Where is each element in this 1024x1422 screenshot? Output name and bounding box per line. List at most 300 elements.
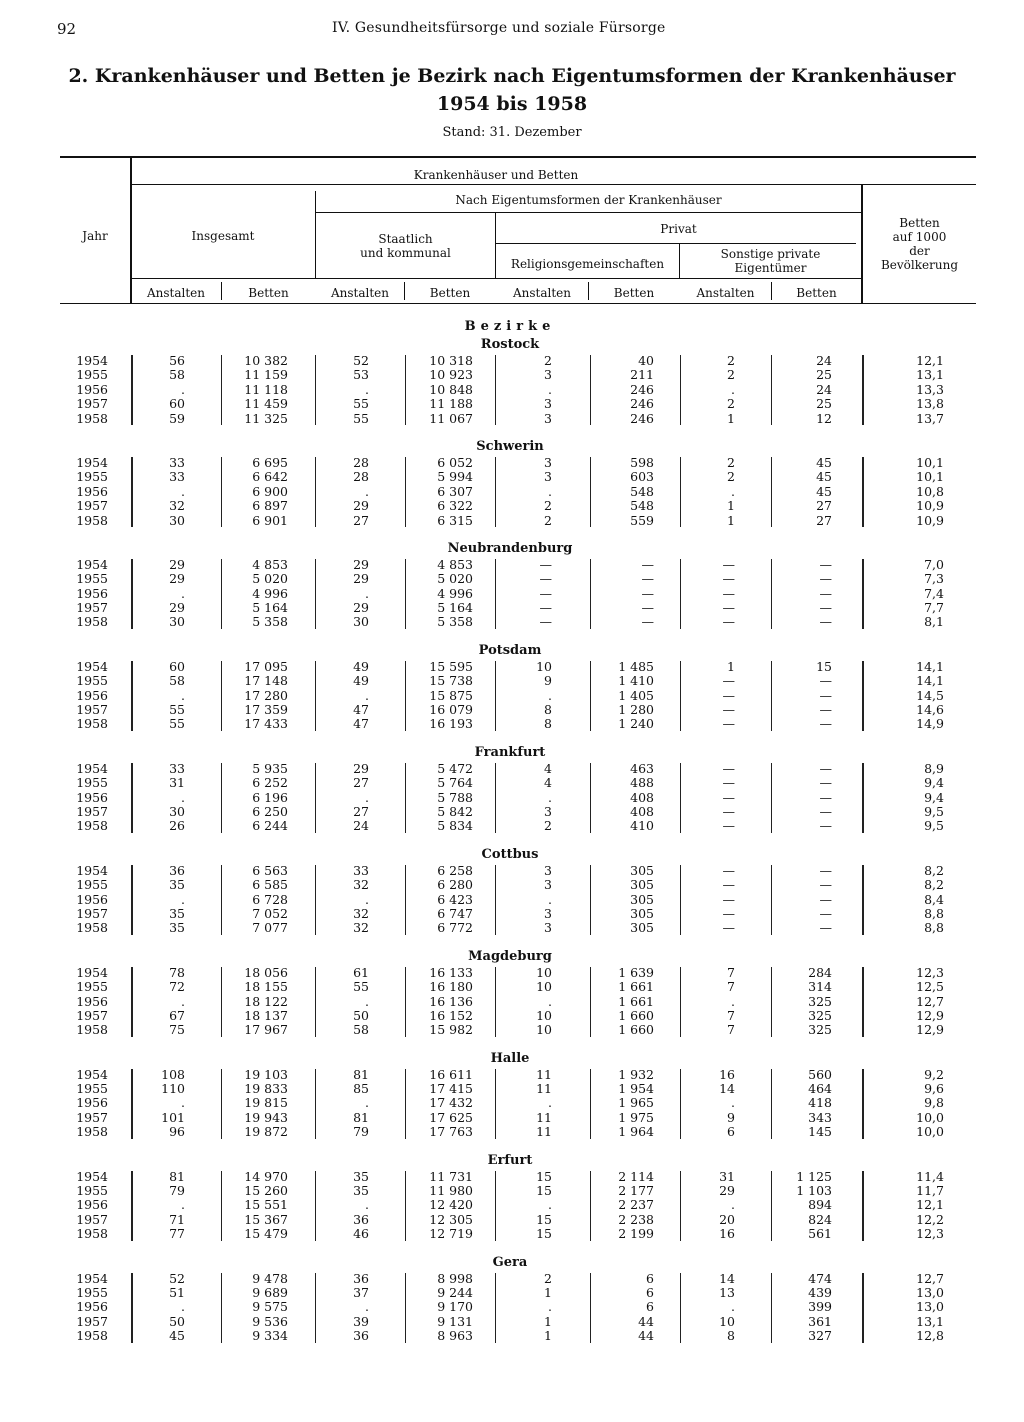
- table-row: [0, 689, 1024, 703]
- cell-sonstige-betten: 439: [808, 1284, 832, 1300]
- cell-religion-betten: 246: [630, 381, 654, 397]
- cell-staatlich-anstalten: 85: [353, 1081, 369, 1097]
- cell-religion-anstalten: 11: [536, 1081, 552, 1097]
- cell-staatlich-anstalten: 32: [353, 920, 369, 936]
- cell-staatlich-anstalten: 35: [353, 1168, 369, 1184]
- cell-insgesamt-anstalten: 33: [169, 469, 185, 485]
- cell-betten-je-1000: 9,4: [924, 789, 944, 805]
- cell-jahr: 1954: [76, 964, 108, 980]
- cell-insgesamt-anstalten: 30: [169, 803, 185, 819]
- cell-staatlich-anstalten: 79: [353, 1124, 369, 1140]
- column-rule: [771, 865, 772, 935]
- cell-jahr: 1954: [76, 1270, 108, 1286]
- column-rule: [315, 661, 316, 731]
- cell-insgesamt-betten: 17 433: [244, 716, 288, 732]
- cell-staatlich-anstalten: 46: [353, 1226, 369, 1242]
- column-rule: [405, 559, 406, 629]
- cell-religion-anstalten: 2: [544, 512, 552, 528]
- cell-jahr: 1958: [76, 1328, 108, 1344]
- cell-religion-anstalten: 3: [544, 803, 552, 819]
- cell-staatlich-anstalten: 55: [353, 410, 369, 426]
- header-rule-privat: [496, 243, 856, 244]
- cell-religion-anstalten: .: [548, 1095, 552, 1111]
- cell-jahr: 1957: [76, 1007, 108, 1023]
- cell-insgesamt-betten: 9 334: [252, 1328, 288, 1344]
- cell-staatlich-anstalten: 47: [353, 702, 369, 718]
- header-sonstige: Sonstige private Eigentümer: [720, 247, 821, 275]
- cell-insgesamt-anstalten: 101: [161, 1109, 185, 1125]
- header-staatlich-betten: Betten: [429, 286, 471, 300]
- cell-religion-betten: 598: [630, 454, 654, 470]
- bezirk-rows: [0, 762, 1024, 834]
- column-rule: [131, 559, 133, 629]
- cell-staatlich-anstalten: 24: [353, 818, 369, 834]
- cell-sonstige-betten: —: [819, 702, 832, 718]
- cell-insgesamt-anstalten: 26: [169, 818, 185, 834]
- column-rule: [680, 1069, 681, 1139]
- cell-sonstige-betten: 25: [816, 396, 832, 412]
- cell-religion-betten: —: [641, 585, 654, 601]
- cell-religion-anstalten: —: [539, 600, 552, 616]
- cell-sonstige-anstalten: 7: [727, 1022, 735, 1038]
- cell-religion-anstalten: 9: [544, 673, 552, 689]
- cell-insgesamt-anstalten: 110: [161, 1081, 185, 1097]
- cell-sonstige-anstalten: .: [731, 381, 735, 397]
- column-rule: [771, 355, 772, 425]
- column-rule: [221, 967, 222, 1037]
- cell-insgesamt-anstalten: 81: [169, 1168, 185, 1184]
- cell-sonstige-anstalten: —: [722, 716, 735, 732]
- cell-betten-je-1000: 9,2: [924, 1066, 944, 1082]
- cell-sonstige-anstalten: .: [731, 1299, 735, 1315]
- bezirk-section: [0, 438, 1024, 540]
- cell-insgesamt-anstalten: .: [181, 585, 185, 601]
- cell-betten-je-1000: 9,5: [924, 818, 944, 834]
- cell-religion-betten: 246: [630, 410, 654, 426]
- column-rule: [680, 661, 681, 731]
- cell-sonstige-betten: 561: [808, 1226, 832, 1242]
- cell-betten-je-1000: 13,7: [916, 410, 944, 426]
- cell-staatlich-betten: 17 415: [429, 1081, 473, 1097]
- cell-insgesamt-betten: 18 122: [244, 993, 288, 1009]
- cell-sonstige-betten: 314: [808, 979, 832, 995]
- cell-religion-betten: 1 661: [618, 979, 654, 995]
- cell-sonstige-betten: 24: [816, 353, 832, 368]
- cell-jahr: 1958: [76, 1022, 108, 1038]
- cell-insgesamt-betten: 4 996: [252, 585, 288, 601]
- cell-staatlich-anstalten: 27: [353, 775, 369, 791]
- column-rule: [315, 355, 316, 425]
- column-rule: [590, 1171, 591, 1241]
- bezirk-rows: [0, 1272, 1024, 1344]
- table-row: [0, 456, 1024, 470]
- cell-betten-je-1000: 8,1: [924, 614, 944, 630]
- column-rule: [495, 457, 496, 527]
- cell-staatlich-anstalten: 47: [353, 716, 369, 732]
- cell-insgesamt-anstalten: 56: [169, 353, 185, 368]
- cell-sonstige-anstalten: 16: [719, 1066, 735, 1082]
- cell-religion-betten: 2 237: [618, 1197, 654, 1213]
- cell-staatlich-betten: 15 738: [429, 673, 473, 689]
- column-rule: [590, 763, 591, 833]
- cell-jahr: 1954: [76, 658, 108, 674]
- cell-sonstige-betten: 145: [808, 1124, 832, 1140]
- table-row: [0, 412, 1024, 426]
- cell-jahr: 1958: [76, 920, 108, 936]
- column-rule: [771, 1171, 772, 1241]
- cell-jahr: 1957: [76, 600, 108, 616]
- cell-jahr: 1954: [76, 1168, 108, 1184]
- cell-religion-anstalten: 10: [536, 964, 552, 980]
- header-rule-nach: [315, 212, 861, 213]
- column-rule: [495, 355, 496, 425]
- cell-sonstige-anstalten: 7: [727, 964, 735, 980]
- table-row: [0, 1111, 1024, 1125]
- cell-staatlich-anstalten: .: [365, 381, 369, 397]
- cell-insgesamt-betten: 7 052: [252, 905, 288, 921]
- header-rule-sub: [131, 278, 861, 279]
- bezirk-rows: [0, 1068, 1024, 1140]
- cell-insgesamt-betten: 5 935: [252, 760, 288, 776]
- cell-religion-betten: 305: [630, 862, 654, 878]
- cell-staatlich-betten: 11 067: [429, 410, 473, 426]
- cell-staatlich-betten: 6 423: [437, 891, 473, 907]
- column-rule: [590, 457, 591, 527]
- cell-sonstige-betten: 894: [808, 1197, 832, 1213]
- column-rule: [862, 661, 864, 731]
- cell-religion-betten: 1 639: [618, 964, 654, 980]
- cell-sonstige-anstalten: 2: [727, 367, 735, 383]
- cell-jahr: 1956: [76, 687, 108, 703]
- cell-insgesamt-betten: 6 252: [252, 775, 288, 791]
- column-rule: [495, 865, 496, 935]
- column-rule: [405, 661, 406, 731]
- cell-sonstige-anstalten: —: [722, 818, 735, 834]
- cell-betten-je-1000: 10,9: [916, 498, 944, 514]
- cell-betten-je-1000: 8,8: [924, 905, 944, 921]
- cell-religion-anstalten: 3: [544, 367, 552, 383]
- cell-religion-betten: 2 199: [618, 1226, 654, 1242]
- cell-betten-je-1000: 12,8: [916, 1328, 944, 1344]
- cell-religion-anstalten: 3: [544, 410, 552, 426]
- cell-sonstige-betten: 25: [816, 367, 832, 383]
- cell-insgesamt-betten: 15 260: [244, 1183, 288, 1199]
- cell-religion-anstalten: .: [548, 1299, 552, 1315]
- column-rule: [771, 763, 772, 833]
- column-rule: [862, 355, 864, 425]
- table-row: [0, 397, 1024, 411]
- cell-religion-anstalten: 11: [536, 1124, 552, 1140]
- cell-sonstige-betten: 27: [816, 498, 832, 514]
- cell-jahr: 1958: [76, 716, 108, 732]
- cell-insgesamt-betten: 6 563: [252, 862, 288, 878]
- cell-sonstige-anstalten: 13: [719, 1284, 735, 1300]
- cell-religion-betten: 1 485: [618, 658, 654, 674]
- cell-religion-anstalten: 15: [536, 1183, 552, 1199]
- column-rule: [862, 457, 864, 527]
- cell-jahr: 1954: [76, 353, 108, 368]
- table-row: [0, 514, 1024, 528]
- bezirk-name: Cottbus: [481, 846, 539, 862]
- cell-staatlich-betten: 6 052: [437, 454, 473, 470]
- cell-betten-je-1000: 12,3: [916, 964, 944, 980]
- cell-staatlich-anstalten: .: [365, 687, 369, 703]
- cell-staatlich-anstalten: 39: [353, 1313, 369, 1329]
- cell-staatlich-anstalten: 55: [353, 979, 369, 995]
- cell-insgesamt-betten: 6 250: [252, 803, 288, 819]
- cell-jahr: 1954: [76, 1066, 108, 1082]
- cell-staatlich-anstalten: .: [365, 1095, 369, 1111]
- column-rule: [315, 865, 316, 935]
- bezirk-rows: [0, 558, 1024, 630]
- section-gap: [0, 630, 1024, 642]
- cell-staatlich-anstalten: 30: [353, 614, 369, 630]
- cell-religion-betten: 408: [630, 789, 654, 805]
- table-row: [0, 601, 1024, 615]
- cell-betten-je-1000: 10,0: [916, 1124, 944, 1140]
- cell-religion-anstalten: 15: [536, 1211, 552, 1227]
- cell-religion-anstalten: 2: [544, 818, 552, 834]
- header-bottom-rule: [60, 303, 976, 304]
- cell-staatlich-betten: 16 152: [429, 1007, 473, 1023]
- table-row: [0, 1125, 1024, 1139]
- cell-jahr: 1957: [76, 498, 108, 514]
- cell-sonstige-anstalten: 2: [727, 469, 735, 485]
- cell-sonstige-anstalten: —: [722, 614, 735, 630]
- cell-jahr: 1957: [76, 396, 108, 412]
- cell-jahr: 1956: [76, 789, 108, 805]
- header-insgesamt-anstalten: Anstalten: [146, 286, 206, 300]
- cell-religion-anstalten: 3: [544, 454, 552, 470]
- cell-sonstige-anstalten: —: [722, 789, 735, 805]
- cell-staatlich-anstalten: 28: [353, 469, 369, 485]
- cell-insgesamt-betten: 6 901: [252, 512, 288, 528]
- cell-religion-anstalten: 11: [536, 1066, 552, 1082]
- bezirk-name: Magdeburg: [468, 948, 552, 964]
- cell-staatlich-betten: 16 136: [429, 993, 473, 1009]
- cell-jahr: 1956: [76, 585, 108, 601]
- cell-religion-betten: 305: [630, 905, 654, 921]
- cell-insgesamt-anstalten: 77: [169, 1226, 185, 1242]
- column-rule: [680, 355, 681, 425]
- cell-religion-betten: 548: [630, 498, 654, 514]
- cell-sonstige-anstalten: —: [722, 585, 735, 601]
- column-rule: [221, 865, 222, 935]
- cell-sonstige-betten: —: [819, 673, 832, 689]
- cell-staatlich-betten: 16 180: [429, 979, 473, 995]
- cell-insgesamt-anstalten: 35: [169, 905, 185, 921]
- column-rule: [680, 1171, 681, 1241]
- cell-jahr: 1958: [76, 818, 108, 834]
- header-religion-betten: Betten: [613, 286, 655, 300]
- cell-betten-je-1000: 13,3: [916, 381, 944, 397]
- cell-betten-je-1000: 13,0: [916, 1299, 944, 1315]
- section-gap: [0, 936, 1024, 948]
- cell-sonstige-anstalten: —: [722, 556, 735, 572]
- cell-insgesamt-betten: 7 077: [252, 920, 288, 936]
- cell-insgesamt-betten: 6 585: [252, 877, 288, 893]
- table-row: [0, 1227, 1024, 1241]
- cell-insgesamt-anstalten: 55: [169, 716, 185, 732]
- cell-insgesamt-anstalten: .: [181, 891, 185, 907]
- cell-religion-anstalten: .: [548, 993, 552, 1009]
- cell-sonstige-betten: —: [819, 862, 832, 878]
- column-rule: [590, 355, 591, 425]
- cell-religion-anstalten: .: [548, 789, 552, 805]
- table-row: [0, 1184, 1024, 1198]
- cell-sonstige-anstalten: 2: [727, 454, 735, 470]
- table-row: [0, 615, 1024, 629]
- bezirk-name: Erfurt: [487, 1152, 533, 1168]
- cell-sonstige-betten: —: [819, 803, 832, 819]
- cell-betten-je-1000: 14,5: [916, 687, 944, 703]
- cell-insgesamt-betten: 9 536: [252, 1313, 288, 1329]
- cell-insgesamt-betten: 19 103: [244, 1066, 288, 1082]
- section-gap: [0, 528, 1024, 540]
- cell-religion-anstalten: 11: [536, 1109, 552, 1125]
- table-row: [0, 1068, 1024, 1082]
- cell-jahr: 1958: [76, 410, 108, 426]
- column-rule: [495, 559, 496, 629]
- column-rule: [315, 559, 316, 629]
- cell-sonstige-betten: —: [819, 775, 832, 791]
- cell-staatlich-betten: 4 853: [437, 556, 473, 572]
- cell-insgesamt-betten: 6 897: [252, 498, 288, 514]
- cell-sonstige-anstalten: —: [722, 905, 735, 921]
- cell-jahr: 1955: [76, 1284, 108, 1300]
- table-row: [0, 791, 1024, 805]
- cell-betten-je-1000: 13,8: [916, 396, 944, 412]
- cell-religion-anstalten: .: [548, 1197, 552, 1213]
- table-row: [0, 1023, 1024, 1037]
- cell-jahr: 1954: [76, 454, 108, 470]
- column-rule: [221, 1273, 222, 1343]
- cell-insgesamt-anstalten: 78: [169, 964, 185, 980]
- cell-jahr: 1958: [76, 1226, 108, 1242]
- cell-insgesamt-anstalten: .: [181, 789, 185, 805]
- table-subtitle: Stand: 31. Dezember: [442, 125, 582, 140]
- cell-religion-betten: 6: [646, 1299, 654, 1315]
- cell-religion-betten: —: [641, 614, 654, 630]
- column-rule: [680, 865, 681, 935]
- cell-betten-je-1000: 10,1: [916, 469, 944, 485]
- cell-betten-je-1000: 9,4: [924, 775, 944, 791]
- cell-sonstige-betten: 45: [816, 454, 832, 470]
- cell-betten-je-1000: 10,9: [916, 512, 944, 528]
- cell-sonstige-betten: 12: [816, 410, 832, 426]
- cell-sonstige-anstalten: —: [722, 877, 735, 893]
- cell-insgesamt-betten: 18 056: [244, 964, 288, 980]
- cell-staatlich-anstalten: 61: [353, 964, 369, 980]
- column-rule: [771, 967, 772, 1037]
- table-row: [0, 1329, 1024, 1343]
- cell-staatlich-anstalten: 81: [353, 1109, 369, 1125]
- cell-betten-je-1000: 12,3: [916, 1226, 944, 1242]
- cell-religion-betten: 1 240: [618, 716, 654, 732]
- cell-staatlich-betten: 5 164: [437, 600, 473, 616]
- cell-betten-je-1000: 12,5: [916, 979, 944, 995]
- cell-insgesamt-anstalten: 30: [169, 614, 185, 630]
- cell-religion-anstalten: 3: [544, 469, 552, 485]
- cell-sonstige-anstalten: —: [722, 920, 735, 936]
- cell-religion-anstalten: 1: [544, 1328, 552, 1344]
- cell-sonstige-betten: 343: [808, 1109, 832, 1125]
- column-rule: [221, 1069, 222, 1139]
- cell-sonstige-betten: 327: [808, 1328, 832, 1344]
- cell-insgesamt-betten: 18 155: [244, 979, 288, 995]
- header-privat: Privat: [660, 222, 697, 236]
- table-row: [0, 864, 1024, 878]
- cell-insgesamt-anstalten: 58: [169, 673, 185, 689]
- cell-staatlich-betten: 17 432: [429, 1095, 473, 1111]
- header-sonstige-anstalten: Anstalten: [696, 286, 755, 300]
- header-top-rule: [60, 156, 976, 158]
- title-line-1: 2. Krankenhäuser und Betten je Bezirk nach Eigentumsformen der Krankenhäuser: [68, 65, 956, 87]
- cell-insgesamt-betten: 6 196: [252, 789, 288, 805]
- section-gap: [0, 1242, 1024, 1254]
- section-gap: [0, 1344, 1024, 1356]
- cell-betten-je-1000: 10,8: [916, 483, 944, 499]
- cell-religion-anstalten: 4: [544, 760, 552, 776]
- cell-religion-betten: 1 954: [618, 1081, 654, 1097]
- cell-staatlich-betten: 5 834: [437, 818, 473, 834]
- cell-betten-je-1000: 12,1: [916, 353, 944, 368]
- page-number: 92: [57, 20, 77, 38]
- section-gap: [0, 834, 1024, 846]
- cell-religion-betten: 1 405: [618, 687, 654, 703]
- cell-betten-je-1000: 9,8: [924, 1095, 944, 1111]
- cell-betten-je-1000: 13,1: [916, 367, 944, 383]
- column-rule: [590, 967, 591, 1037]
- cell-jahr: 1955: [76, 469, 108, 485]
- cell-insgesamt-anstalten: 45: [169, 1328, 185, 1344]
- cell-betten-je-1000: 14,1: [916, 673, 944, 689]
- cell-sonstige-betten: —: [819, 760, 832, 776]
- bezirk-section: [0, 1050, 1024, 1152]
- cell-religion-betten: 2 177: [618, 1183, 654, 1199]
- cell-staatlich-anstalten: 55: [353, 396, 369, 412]
- table-row: [0, 470, 1024, 484]
- cell-religion-anstalten: 15: [536, 1168, 552, 1184]
- cell-sonstige-betten: —: [819, 556, 832, 572]
- cell-jahr: 1958: [76, 614, 108, 630]
- cell-staatlich-anstalten: 50: [353, 1007, 369, 1023]
- cell-sonstige-betten: 361: [808, 1313, 832, 1329]
- cell-staatlich-betten: 11 980: [429, 1183, 473, 1199]
- cell-insgesamt-betten: 19 815: [244, 1095, 288, 1111]
- cell-sonstige-anstalten: 9: [727, 1109, 735, 1125]
- column-rule: [221, 355, 222, 425]
- section-gap: [0, 426, 1024, 438]
- cell-religion-betten: —: [641, 600, 654, 616]
- table-row: [0, 499, 1024, 513]
- column-rule: [862, 967, 864, 1037]
- cell-insgesamt-betten: 6 642: [252, 469, 288, 485]
- cell-insgesamt-anstalten: 29: [169, 600, 185, 616]
- cell-insgesamt-anstalten: 72: [169, 979, 185, 995]
- column-rule: [315, 457, 316, 527]
- cell-sonstige-anstalten: 10: [719, 1313, 735, 1329]
- table-row: [0, 674, 1024, 688]
- cell-betten-je-1000: 8,2: [924, 877, 944, 893]
- header-insgesamt: Insgesamt: [191, 229, 255, 243]
- cell-insgesamt-betten: 11 325: [244, 410, 288, 426]
- cell-staatlich-anstalten: 28: [353, 454, 369, 470]
- cell-sonstige-anstalten: 2: [727, 396, 735, 412]
- cell-religion-betten: 246: [630, 396, 654, 412]
- table-row: [0, 383, 1024, 397]
- bezirk-section: [0, 948, 1024, 1050]
